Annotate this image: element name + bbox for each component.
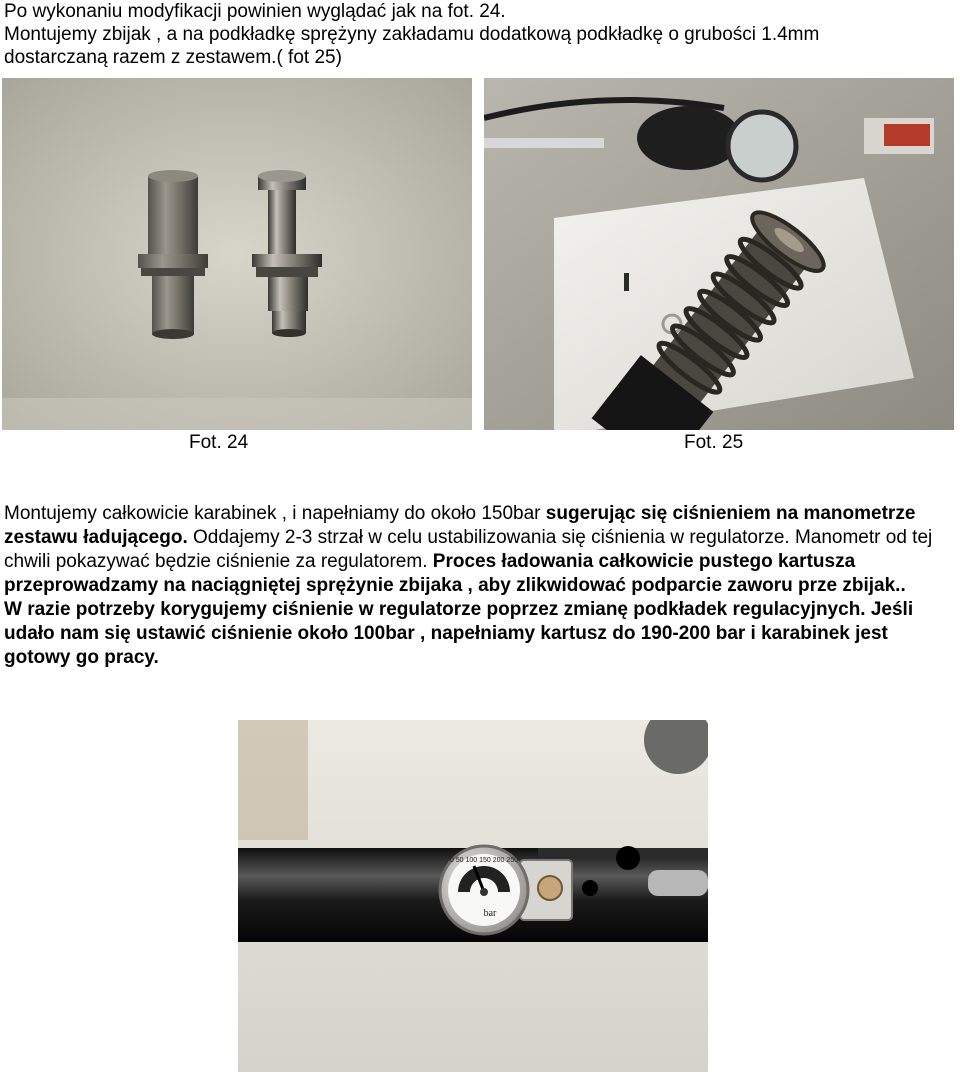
paragraph-2: W razie potrzeby korygujemy ciśnienie w regulatorze poprzez zmianę podkładek regulacyjnych. Jeśli udało nam się ustawić ciśnienie około 100bar , napełniamy kartusz do 190-200 bar i karabinek jest gotowy go pracy. bbox=[4, 599, 914, 668]
photo-gauge bbox=[238, 720, 708, 1072]
sentence-4: Proces ładowania całkowicie pustego kartusza przeprowadzamy na naciągniętej sprężynie zbijaka , aby zlikwidować podparcie zaworu prze zbijak.. bbox=[4, 551, 906, 596]
gauge-scale: 0 50 100 150 200 250 bbox=[449, 857, 519, 864]
sentence-1: Montujemy całkowicie karabinek , i napełniamy do około 150bar bbox=[4, 503, 546, 524]
paragraph-1 bbox=[4, 502, 954, 598]
intro-line-1: Po wykonaniu modyfikacji powinien wyglądać jak na fot. 24. bbox=[4, 1, 506, 22]
sentence-2: sugerując się ciśnieniem na manometrze zestawu ładującego. bbox=[4, 503, 916, 548]
gauge-unit: bar bbox=[483, 908, 497, 919]
caption-fot-25: Fot. 25 bbox=[684, 432, 744, 453]
instructions-paragraph bbox=[4, 502, 954, 670]
caption-fot-24: Fot. 24 bbox=[189, 432, 249, 453]
intro-line-3: dostarczaną razem z zestawem.( fot 25) bbox=[4, 47, 342, 68]
intro-text bbox=[4, 0, 954, 69]
sentence-3: Oddajemy 2-3 strzał w celu ustabilizowania się ciśnienia w regulatorze. Manometr od tej chwili pokazywać będzie ciśnienie za regulatorem. bbox=[4, 527, 933, 572]
intro-line-2: Montujemy zbijak , a na podkładkę sprężyny zakładamu dodatkową podkładkę o grubości 1.4mm bbox=[4, 24, 820, 45]
photo-fot-24 bbox=[2, 78, 472, 430]
photo-fot-25 bbox=[484, 78, 954, 430]
